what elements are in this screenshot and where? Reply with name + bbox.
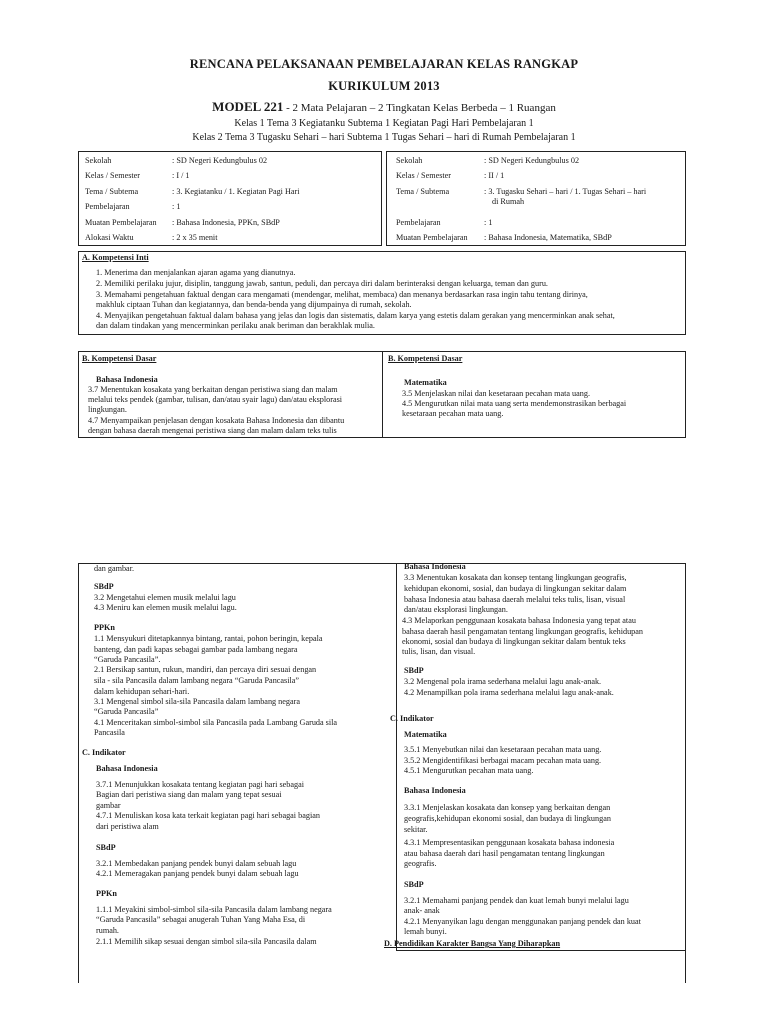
- p2-left-bi-line: 3.7.1 Menunjukkan kosakata tentang kegiatan pagi hari sebagai: [96, 780, 305, 789]
- class1-theme-line: Kelas 1 Tema 3 Kegiatanku Subtema 1 Kegiatan Pagi Hari Pembelajaran 1: [234, 118, 534, 129]
- p2-right-math-heading: Matematika: [404, 730, 447, 739]
- p2-left-sbdp2-line: 4.2.1 Memeragakan panjang pendek bunyi dalam sebuah lagu: [96, 869, 299, 878]
- kd-right-heading: B. Kompetensi Dasar: [388, 354, 463, 363]
- core-competency-item: 2. Memiliki perilaku jujur, disiplin, tanggung jawab, santun, peduli, dan percaya diri dalam berinteraksi dengan keluarga, teman dan guru.: [96, 279, 548, 288]
- p2-left-bi-line: dari peristiwa alam: [96, 822, 159, 831]
- p2-right-section-separator: [396, 950, 686, 951]
- core-competency-item: dan dalam tindakan yang mencerminkan perilaku anak beriman dan berakhlak mulia.: [96, 321, 375, 330]
- p2-left-bi-line: 4.7.1 Menuliskan kosa kata terkait kegiatan pagi hari sebagai bagian: [96, 811, 320, 820]
- id-right-label: Muatan Pembelajaran: [396, 233, 468, 242]
- p2-left-ppkn-heading: PPKn: [94, 623, 115, 632]
- id-left-label: Pembelajaran: [85, 202, 130, 211]
- p2-right-sbdp2-line: 4.2.1 Menyanyikan lagu dengan menggunakan panjang pendek dan kuat: [404, 917, 641, 926]
- p2-left-ppkn-line: 4.1 Menceritakan simbol-simbol sila Pancasila pada Lambang Garuda sila: [94, 718, 338, 727]
- kd-left-line: lingkungan.: [88, 405, 127, 414]
- id-right-label: Tema / Subtema: [396, 187, 450, 196]
- core-competency-heading: A. Kompetensi Inti: [82, 253, 149, 262]
- class2-theme-line: Kelas 2 Tema 3 Tugasku Sehari – hari Subtema 1 Tugas Sehari – hari di Rumah Pembelajaran 1: [192, 132, 576, 143]
- id-left-label: Muatan Pembelajaran: [85, 218, 157, 227]
- p2-right-bi2-line: 3.3.1 Menjelaskan kosakata dan konsep yang berkaitan dengan: [404, 803, 611, 812]
- p2-left-bi-line: gambar: [96, 801, 121, 810]
- p2-left-bi-heading: Bahasa Indonesia: [96, 764, 158, 773]
- p2-left-ppkn-line: 2.1 Bersikap santun, rukun, mandiri, dan percaya diri sesuai dengan: [94, 665, 317, 674]
- id-left-label: Kelas / Semester: [85, 171, 141, 180]
- id-right-value: : 1: [484, 218, 493, 227]
- id-left-value: : I / 1: [172, 171, 190, 180]
- p2-left-ppkn2-line: 1.1.1 Meyakini simbol-simbol sila-sila Pancasila dalam lambang negara: [96, 905, 332, 914]
- kd-left-line: melalui teks pendek (gambar, tulisan, dan/atau syair lagu) dan/atau eksplorasi: [88, 395, 343, 404]
- curriculum-title: KURIKULUM 2013: [328, 79, 440, 93]
- p2-right-bi-line: ekonomi, sosial dan budaya di lingkungan sekitar dalam bentuk teks: [402, 637, 626, 646]
- p2-left-ppkn2-heading: PPKn: [96, 889, 117, 898]
- id-left-value: : Bahasa Indonesia, PPKn, SBdP: [172, 218, 280, 227]
- id-right-label: Kelas / Semester: [396, 171, 452, 180]
- id-right-value: : 3. Tugasku Sehari – hari / 1. Tugas Sehari – hari: [484, 187, 647, 196]
- p2-left-ppkn-line: “Garuda Pancasila”.: [94, 655, 161, 664]
- kd-left-line: 4.7 Menyampaikan penjelasan dengan kosakata Bahasa Indonesia dan dibantu: [88, 416, 345, 425]
- core-competency-item: 3. Memahami pengetahuan faktual dengan cara mengamati (mendengar, melihat, membaca) dan menanya berdasarkan rasa ingin tahu tentang dirinya,: [96, 290, 588, 299]
- p2-right-sbdp2-line: lemah bunyi.: [404, 927, 447, 936]
- p2-right-bi2-line: 4.3.1 Mempresentasikan penggunaan kosakata bahasa indonesia: [404, 838, 615, 847]
- kd-right-line: kesetaraan pecahan mata uang.: [402, 409, 504, 418]
- p2-right-bi2-heading: Bahasa Indonesia: [404, 786, 466, 795]
- p2-right-bi-line: bahasa Indonesia atau bahasa daerah melalui teks tulis, lisan, visual: [404, 595, 626, 604]
- id-left-label: Tema / Subtema: [85, 187, 139, 196]
- id-right-value: : Bahasa Indonesia, Matematika, SBdP: [484, 233, 612, 242]
- p2-right-bi2-line: geografis,kehidupan ekonomi sosial, dan budaya di lingkungan: [404, 814, 611, 823]
- p2-left-ppkn2-line: rumah.: [96, 926, 119, 935]
- p2-left-ppkn-line: Pancasila: [94, 728, 125, 737]
- id-right-value: : SD Negeri Kedungbulus 02: [484, 156, 580, 165]
- p2-left-sbdp-item: 4.3 Meniru kan elemen musik melalui lagu.: [94, 603, 237, 612]
- id-left-label: Alokasi Waktu: [85, 233, 134, 242]
- p2-left-ppkn-line: “Garuda Pancasila”: [94, 707, 159, 716]
- kd-right-subject: Matematika: [404, 378, 447, 387]
- p2-left-sbdp-heading: SBdP: [94, 582, 114, 591]
- p2-left-ppkn-line: sila - sila Pancasila dalam lambang negara “Garuda Pancasila”: [94, 676, 300, 685]
- page2-divider: [396, 563, 397, 950]
- p2-right-math-line: 4.5.1 Mengurutkan pecahan mata uang.: [404, 766, 534, 775]
- p2-left-sbdp2-heading: SBdP: [96, 843, 116, 852]
- id-right-label: Pembelajaran: [396, 218, 441, 227]
- p2-left-ppkn-line: 1.1 Mensyukuri ditetapkannya bintang, rantai, pohon beringin, kepala: [94, 634, 323, 643]
- core-competency-item: 1. Menerima dan menjalankan ajaran agama yang dianutnya.: [96, 268, 296, 277]
- p2-right-bi2-line: geografis.: [404, 859, 437, 868]
- id-left-value: : 2 x 35 menit: [172, 233, 218, 242]
- basic-competency-divider: [382, 351, 383, 438]
- p2-left-ppkn2-line: “Garuda Pancasila” sebagai anugerah Tuhan Yang Maha Esa, di: [96, 915, 306, 924]
- p2-right-bi-heading: Bahasa Indonesia: [404, 562, 466, 571]
- p2-left-sbdp-item: 3.2 Mengetahui elemen musik melalui lagu: [94, 593, 236, 602]
- p2-left-continuation: dan gambar.: [94, 564, 135, 573]
- p2-right-sbdp-heading: SBdP: [404, 666, 424, 675]
- kd-left-line: 3.7 Menentukan kosakata yang berkaitan dengan peristiwa siang dan malam: [88, 385, 338, 394]
- p2-right-bi-line: 3.3 Menentukan kosakata dan konsep tentang lingkungan geografis,: [404, 573, 627, 582]
- p2-right-math-line: 3.5.2 Mengidentifikasi berbagai macam pecahan mata uang.: [404, 756, 602, 765]
- p2-right-bi2-line: sekitar.: [404, 825, 428, 834]
- p2-left-ppkn-line: banteng, dan padi kapas sebagai gambar pada lambang negara: [94, 645, 298, 654]
- document-title: RENCANA PELAKSANAAN PEMBELAJARAN KELAS RANGKAP: [189, 57, 579, 71]
- model-name: MODEL 221: [212, 99, 284, 114]
- id-left-value: : 1: [172, 202, 181, 211]
- id-right-value: di Rumah: [492, 197, 525, 206]
- kd-left-heading: B. Kompetensi Dasar: [82, 354, 157, 363]
- id-left-value: : SD Negeri Kedungbulus 02: [172, 156, 268, 165]
- p2-right-math-line: 3.5.1 Menyebutkan nilai dan kesetaraan pecahan mata uang.: [404, 745, 602, 754]
- p2-right-bi-line: kehidupan ekonomi, sosial, dan budaya di lingkungan sekitar dalam: [404, 584, 627, 593]
- core-competency-item: makhluk ciptaan Tuhan dan kegiatannya, dan benda-benda yang dijumpainya di rumah, sekolah.: [96, 300, 412, 309]
- p2-right-bi-line: dan/atau eksplorasi lingkungan.: [404, 605, 508, 614]
- kd-left-subject: Bahasa Indonesia: [96, 375, 158, 384]
- p2-right-sbdp2-line: 3.2.1 Memahami panjang pendek dan kuat lemah bunyi melalui lagu: [404, 896, 629, 905]
- p2-left-ppkn-line: dalam kehidupan sehari-hari.: [94, 687, 190, 696]
- p2-left-indicator-heading: C. Indikator: [82, 748, 126, 757]
- p2-right-sbdp2-line: anak- anak: [404, 906, 440, 915]
- id-right-value: : II / 1: [484, 171, 505, 180]
- p2-left-bi-line: Bagian dari peristiwa siang dan malam yang tepat sesuai: [96, 790, 282, 799]
- id-right-label: Sekolah: [396, 156, 423, 165]
- p2-right-character-heading: D. Pendidikan Karakter Bangsa Yang Diharapkan: [384, 939, 561, 948]
- p2-right-indicator-heading: C. Indikator: [390, 714, 434, 723]
- p2-left-ppkn2-line: 2.1.1 Memilih sikap sesuai dengan simbol sila-sila Pancasila dalam: [96, 937, 317, 946]
- model-description: - 2 Mata Pelajaran – 2 Tingkatan Kelas Berbeda – 1 Ruangan: [283, 102, 556, 114]
- kd-right-line: 4.5 Mengurutkan nilai mata uang serta mendemonstrasikan berbagai: [402, 399, 627, 408]
- p2-left-ppkn-line: 3.1 Mengenal simbol sila-sila Pancasila dalam lambang negara: [94, 697, 300, 706]
- core-competency-item: 4. Menyajikan pengetahuan faktual dalam bahasa yang jelas dan logis dan sistematis, dalam karya yang estetis dalam gerakan yang mencerminkan anak sehat,: [96, 311, 615, 320]
- p2-right-sbdp-line: 4.2 Menampilkan pola irama sederhana melalui lagu anak-anak.: [404, 688, 614, 697]
- p2-right-sbdp2-heading: SBdP: [404, 880, 424, 889]
- p2-right-sbdp-line: 3.2 Mengenal pola irama sederhana melalui lagu anak-anak.: [404, 677, 602, 686]
- p2-left-sbdp2-line: 3.2.1 Membedakan panjang pendek bunyi dalam sebuah lagu: [96, 859, 297, 868]
- p2-right-bi-line: tulis, lisan, dan visual.: [402, 647, 476, 656]
- p2-right-bi-line: bahasa daerah hasil pengamatan tentang lingkungan geografis, kehidupan: [402, 627, 643, 636]
- kd-right-line: 3.5 Menjelaskan nilai dan kesetaraan pecahan mata uang.: [402, 389, 591, 398]
- id-left-label: Sekolah: [85, 156, 112, 165]
- model-line: [0, 99, 768, 115]
- p2-right-bi2-line: atau bahasa daerah dari hasil pengamatan tentang lingkungan: [404, 849, 605, 858]
- id-left-value: : 3. Kegiatanku / 1. Kegiatan Pagi Hari: [172, 187, 300, 196]
- p2-right-bi-line: 4.3 Melaporkan penggunaan kosakata bahasa Indonesia yang tepat atau: [402, 616, 636, 625]
- kd-left-line: dengan bahasa daerah mengenai peristiwa siang dan malam dalam teks tulis: [88, 426, 337, 435]
